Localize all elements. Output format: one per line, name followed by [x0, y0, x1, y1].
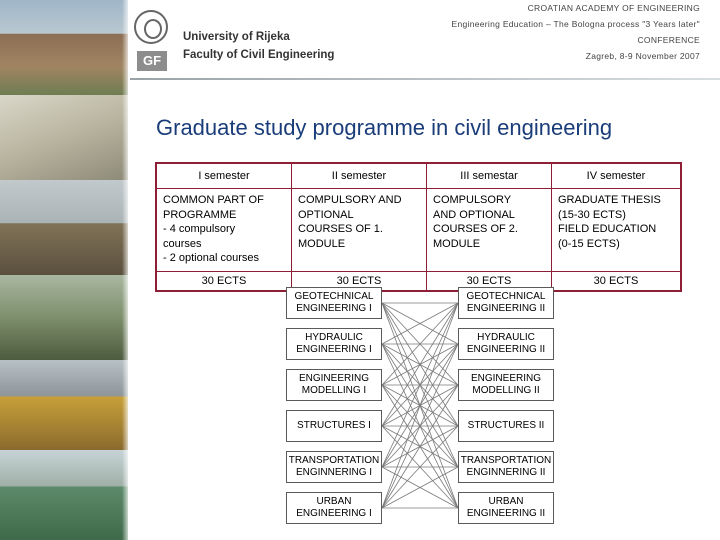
course-box-left: [286, 410, 382, 442]
ects-cell: 30 ECTS: [552, 272, 682, 292]
course-box-right: [458, 451, 554, 483]
course-line: URBAN: [316, 496, 352, 507]
semester-header: II semester: [292, 163, 427, 189]
course-line: TRANSPORTATION: [460, 455, 552, 466]
course-line: ENGINEERING II: [466, 344, 546, 355]
cell-line: COURSES OF 2.: [433, 223, 518, 235]
course-line: STRUCTURES II: [467, 420, 545, 431]
cell-line: FIELD EDUCATION: [558, 223, 657, 235]
faculty-logo: GF: [137, 51, 167, 71]
course-line: ENGINEERING I: [296, 303, 372, 314]
ects-cell: 30 ECTS: [427, 272, 552, 292]
cell-line: OPTIONAL: [298, 208, 354, 221]
cell-line: (15-30 ECTS): [558, 208, 626, 221]
cell-line: - 2 optional courses: [163, 252, 259, 264]
conference-subtitle: Engineering Education – The Bologna process "3 Years later": [451, 19, 700, 29]
course-line: HYDRAULIC: [305, 332, 363, 343]
cell-line: COMPULSORY AND: [298, 194, 402, 206]
university-name: University of Rijeka: [183, 31, 290, 43]
cell-line: MODULE: [433, 237, 481, 250]
course-box-left: [286, 287, 382, 319]
cell-line: MODULE: [298, 237, 346, 250]
course-box-left: [286, 369, 382, 401]
course-line: GEOTECHNICAL: [294, 291, 374, 302]
course-line: ENGINEERING I: [296, 344, 372, 355]
faculty-name: Faculty of Civil Engineering: [183, 49, 335, 61]
course-box-right: [458, 287, 554, 319]
page-title: Graduate study programme in civil engineering: [156, 115, 613, 140]
cell-line: GRADUATE THESIS: [558, 194, 661, 206]
cell-line: - 4 compulsory: [163, 223, 236, 235]
course-line: ENGINEERING: [470, 373, 541, 384]
course-box-right: [458, 369, 554, 401]
course-line: ENGINEERING II: [466, 303, 546, 314]
conference-label: CONFERENCE: [637, 35, 700, 45]
course-line: ENGINEERING II: [466, 508, 546, 519]
course-line: ENGINEERING I: [296, 508, 372, 519]
course-box-left: [286, 328, 382, 360]
course-line: TRANSPORTATION: [288, 455, 380, 466]
course-line: STRUCTURES I: [297, 420, 371, 431]
cell-line: (0-15 ECTS): [558, 237, 620, 250]
course-box-right: [458, 328, 554, 360]
cell-line: PROGRAMME: [163, 208, 237, 221]
cell-line: COMPULSORY: [433, 194, 512, 206]
conference-date: Zagreb, 8-9 November 2007: [585, 51, 700, 61]
course-box-right: [458, 492, 554, 524]
course-box-left: [286, 492, 382, 524]
course-line: GEOTECHNICAL: [466, 291, 546, 302]
course-line: MODELLING I: [301, 385, 367, 396]
cell-line: courses: [163, 237, 202, 250]
course-line: URBAN: [488, 496, 524, 507]
semester-header: IV semester: [552, 163, 682, 189]
course-line: ENGINNERING I: [295, 467, 373, 478]
cell-line: AND OPTIONAL: [433, 208, 515, 221]
course-line: HYDRAULIC: [477, 332, 535, 343]
course-line: MODELLING II: [472, 385, 540, 396]
ects-cell: 30 ECTS: [292, 272, 427, 292]
conference-org: CROATIAN ACADEMY OF ENGINEERING: [527, 3, 700, 13]
ects-cell: 30 ECTS: [156, 272, 292, 292]
course-box-right: [458, 410, 554, 442]
course-line: ENGINEERING: [298, 373, 369, 384]
cell-line: COURSES OF 1.: [298, 223, 383, 235]
cell-line: COMMON PART OF: [163, 194, 264, 206]
course-box-left: [286, 451, 382, 483]
semester-header: I semester: [156, 163, 292, 189]
semester-header: III semestar: [427, 163, 552, 189]
course-line: ENGINNERING II: [466, 467, 546, 478]
